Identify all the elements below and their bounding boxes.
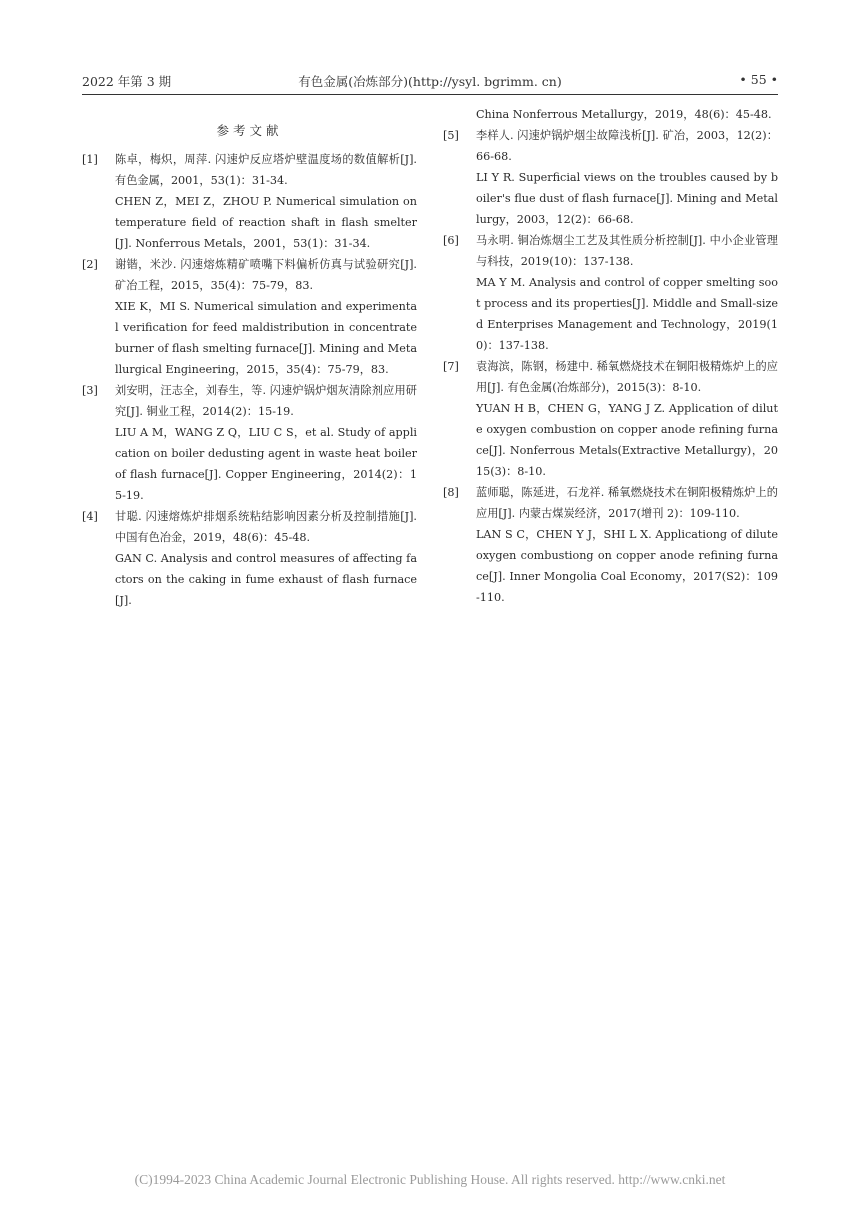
copyright-footer: (C)1994-2023 China Academic Journal Electronic Publishing House. All rights reserved. http://www.cnki.net bbox=[134, 1172, 726, 1187]
reference-item bbox=[443, 230, 778, 356]
reference-number: [7] bbox=[443, 360, 459, 373]
reference-text-zh: 马永明. 铜冶炼烟尘工艺及其性质分析控制[J]. 中小企业管理与科技，2019(10)：137-138. bbox=[476, 234, 778, 268]
reference-number: [3] bbox=[82, 384, 98, 397]
header-rule bbox=[82, 94, 778, 95]
reference-number: [5] bbox=[443, 129, 459, 142]
reference-item bbox=[82, 149, 417, 254]
reference-text-zh: 李样人. 闪速炉锅炉烟尘故障浅析[J]. 矿冶，2003，12(2)：66-68. bbox=[476, 129, 778, 163]
reference-text-en: MA Y M. Analysis and control of copper smelting soot process and its properties[J]. Middle and Small-sized Enterprises Management and Technology，2019(10)：137-138. bbox=[476, 276, 778, 352]
reference-number: [6] bbox=[443, 234, 459, 247]
reference-number: [8] bbox=[443, 486, 459, 499]
reference-text-en: YUAN H B，CHEN G，YANG J Z. Application of dilute oxygen combustion on copper anode refining furnace[J]. Nonferrous Metals(Extractive Metallurgy)，2015(3)：8-10. bbox=[476, 402, 778, 478]
journal-title: 有色金属(冶炼部分)(http://ysyl. bgrimm. cn) bbox=[298, 74, 562, 89]
reference-text-zh: 谢锴，米沙. 闪速熔炼精矿喷嘴下料偏析仿真与试验研究[J]. 矿冶工程，2015，35(4)：75-79，83. bbox=[115, 258, 417, 292]
reference-item bbox=[82, 254, 417, 380]
reference-number: [1] bbox=[82, 153, 98, 166]
reference-item bbox=[82, 506, 417, 611]
reference-continuation-text: China Nonferrous Metallurgy，2019，48(6)：45-48. bbox=[476, 108, 772, 121]
issue-label: 2022 年第 3 期 bbox=[82, 74, 172, 89]
reference-item bbox=[443, 482, 778, 608]
page-number: • 55 • bbox=[739, 72, 778, 87]
reference-item bbox=[82, 380, 417, 506]
reference-text-en: LIU A M，WANG Z Q，LIU C S，et al. Study of application on boiler dedusting agent in waste heat boiler of flash furnace[J]. Copper Engineering，2014(2)：15-19. bbox=[115, 426, 417, 502]
reference-number: [2] bbox=[82, 258, 98, 271]
left-column bbox=[82, 104, 417, 611]
reference-number: [4] bbox=[82, 510, 98, 523]
reference-text-en: CHEN Z，MEI Z，ZHOU P. Numerical simulation on temperature field of reaction shaft in flash smelter[J]. Nonferrous Metals，2001，53(1)：31-34. bbox=[115, 195, 417, 250]
reference-text-zh: 袁海滨，陈钢，杨建中. 稀氧燃烧技术在铜阳极精炼炉上的应用[J]. 有色金属(冶炼部分)，2015(3)：8-10. bbox=[476, 360, 778, 394]
reference-text-en: GAN C. Analysis and control measures of affecting factors on the caking in fume exhaust of flash furnace[J]. bbox=[115, 552, 417, 607]
reference-text-zh: 蓝师聪，陈延进，石龙祥. 稀氧燃烧技术在铜阳极精炼炉上的应用[J]. 内蒙古煤炭经济，2017(增刊 2)：109-110. bbox=[476, 486, 778, 520]
right-column bbox=[443, 104, 778, 608]
reference-item bbox=[443, 125, 778, 230]
reference-item bbox=[443, 356, 778, 482]
running-header bbox=[82, 72, 778, 94]
reference-text-en: LAN S C，CHEN Y J，SHI L X. Applicationg of dilute oxygen combustiong on copper anode refining furnace[J]. Inner Mongolia Coal Economy，2017(S2)：109-110. bbox=[476, 528, 778, 604]
reference-text-zh: 刘安明，汪志全，刘春生，等. 闪速炉锅炉烟灰清除剂应用研究[J]. 铜业工程，2014(2)：15-19. bbox=[115, 384, 417, 418]
reference-text-zh: 甘聪. 闪速熔炼炉排烟系统粘结影响因素分析及控制措施[J]. 中国有色冶金，2019，48(6)：45-48. bbox=[115, 510, 417, 544]
references-heading: 参考文献 bbox=[216, 123, 283, 138]
reference-text-zh: 陈卓，梅炽，周萍. 闪速炉反应塔炉壁温度场的数值解析[J]. 有色金属，2001，53(1)：31-34. bbox=[115, 153, 417, 187]
reference-text-en: LI Y R. Superficial views on the troubles caused by boiler's flue dust of flash furnace[J]. Mining and Metallurgy，2003，12(2)：66-68. bbox=[476, 171, 778, 226]
reference-text-en: XIE K，MI S. Numerical simulation and experimental verification for feed maldistribution in concentrate burner of flash smelting furnace[J]. Mining and Metallurgical Engineering，2015，35(4)：75-79，83. bbox=[115, 300, 417, 376]
reference-continuation bbox=[443, 104, 778, 125]
